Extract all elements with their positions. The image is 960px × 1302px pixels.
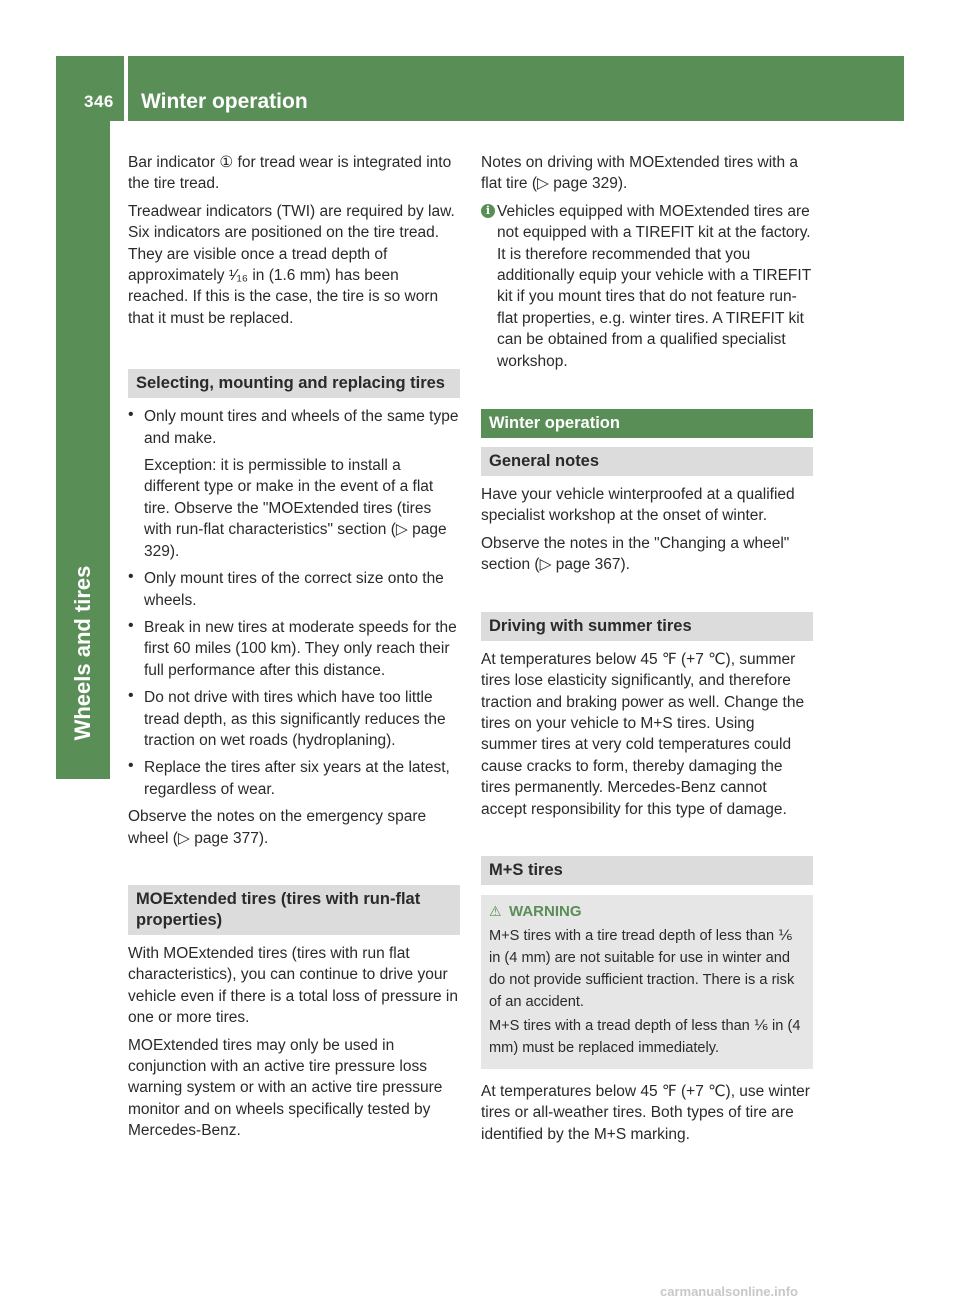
heading-ms-tires: M+S tires — [481, 856, 813, 885]
info-note — [481, 201, 813, 372]
bullet-item — [128, 568, 460, 611]
left-column — [128, 152, 460, 1148]
side-tab-label: Wheels and tires — [70, 565, 95, 741]
heading-general-notes: General notes — [481, 447, 813, 476]
bullet-item — [128, 687, 460, 751]
bullet-text: Only mount tires of the correct size onto the wheels. — [144, 570, 444, 609]
notes-flat-tire: Notes on driving with MOExtended tires with a flat tire (▷ page 329). — [481, 154, 799, 193]
ms-paragraph: At temperatures below 45 ℉ (+7 ℃), use winter tires or all-weather tires. Both types of tire are identified by the M+S marking. — [481, 1082, 810, 1143]
general-paragraph-2: Observe the notes in the "Changing a wheel" section (▷ page 367). — [481, 534, 790, 574]
intro-paragraph-1: Bar indicator ① for tread wear is integrated into the tire tread. — [128, 154, 452, 193]
page-number: 346 — [84, 92, 114, 111]
heading-selecting-tires: Selecting, mounting and replacing tires — [128, 369, 460, 398]
warning-paragraph-2: M+S tires with a tread depth of less than ⅙ in (4 mm) must be replaced immediately. — [489, 1017, 801, 1056]
observe-spare-wheel: Observe the notes on the emergency spare wheel (▷ page 377). — [128, 808, 427, 847]
bullet-dot: • — [128, 568, 134, 586]
warning-paragraph-1: M+S tires with a tire tread depth of less than ⅙ in (4 mm) are not suitable for use in winter and do not provide sufficient traction. There is a risk of an accident. — [489, 927, 795, 1010]
warning-title — [489, 902, 805, 920]
warning-box — [481, 895, 813, 1069]
bullet-dot: • — [128, 757, 134, 775]
header-divider — [124, 56, 128, 121]
bullet-text: Replace the tires after six years at the latest, regardless of wear. — [144, 759, 450, 798]
info-note-text: Vehicles equipped with MOExtended tires are not equipped with a TIREFIT kit at the factory. It is therefore recommended that you additionally equip your vehicle with a TIREFIT kit if you mount tires that do not feature run-flat properties, e.g. winter tires. A TIREFIT kit can be obtained from a qualified specialist workshop. — [497, 202, 811, 370]
section-box-winter-operation: Winter operation — [481, 409, 813, 438]
moextended-paragraph-1: With MOExtended tires (tires with run flat characteristics), you can continue to drive your vehicle even if there is a total loss of pressure in one or more tires. — [128, 944, 458, 1027]
bullet-text: Exception: it is permissible to install a different type or make in the event of a flat tire. Observe the "MOExtended tires (tires with run-flat characteristics" section (▷ page 329). — [144, 457, 447, 560]
warning-title-text: WARNING — [509, 902, 582, 920]
bullet-dot: • — [128, 616, 134, 634]
intro-paragraph-2: Treadwear indicators (TWI) are required by law. Six indicators are positioned on the tire tread. They are visible once a tread depth of approximately ¹⁄₁₆ in (1.6 mm) has been reached. If this is the case, the tire is so worn that it must be replaced. — [128, 202, 455, 327]
bullet-item — [128, 757, 460, 800]
heading-moextended-tires: MOExtended tires (tires with run-flat properties) — [128, 885, 460, 935]
right-column — [481, 152, 813, 1151]
bullet-dot: • — [128, 687, 134, 705]
bullet-text: Do not drive with tires which have too little tread depth, as this significantly reduces the traction on wet roads (hydroplaning). — [144, 689, 446, 749]
info-icon: i — [481, 204, 495, 218]
bullet-text: Only mount tires and wheels of the same type and make. — [144, 408, 459, 447]
watermark: carmanualsonline.info — [660, 1284, 798, 1299]
warning-triangle-icon: ⚠ — [489, 902, 502, 919]
bullet-dot: • — [128, 406, 134, 424]
summer-paragraph: At temperatures below 45 ℉ (+7 ℃), summer tires lose elasticity significantly, and therefore traction and braking power as well. Change the tires on your vehicle to M+S tires. Using summer tires at very cold temperatures could cause cracks to form, thereby damaging the tires permanently. Mercedes-Benz cannot accept responsibility for this type of damage. — [481, 650, 805, 818]
moextended-paragraph-2: MOExtended tires may only be used in conjunction with an active tire pressure loss warning system or with an active tire pressure monitor and on wheels specifically tested by Mercedes-Benz. — [128, 1036, 443, 1140]
section-header-title: Winter operation — [141, 90, 308, 113]
bullet-item — [128, 406, 460, 562]
bullet-item — [128, 617, 460, 681]
bullet-text: Break in new tires at moderate speeds for the first 60 miles (100 km). They only reach their full performance after this distance. — [144, 618, 457, 679]
heading-summer-tires: Driving with summer tires — [481, 612, 813, 641]
general-paragraph-1: Have your vehicle winterproofed at a qualified specialist workshop at the onset of winter. — [481, 486, 795, 525]
